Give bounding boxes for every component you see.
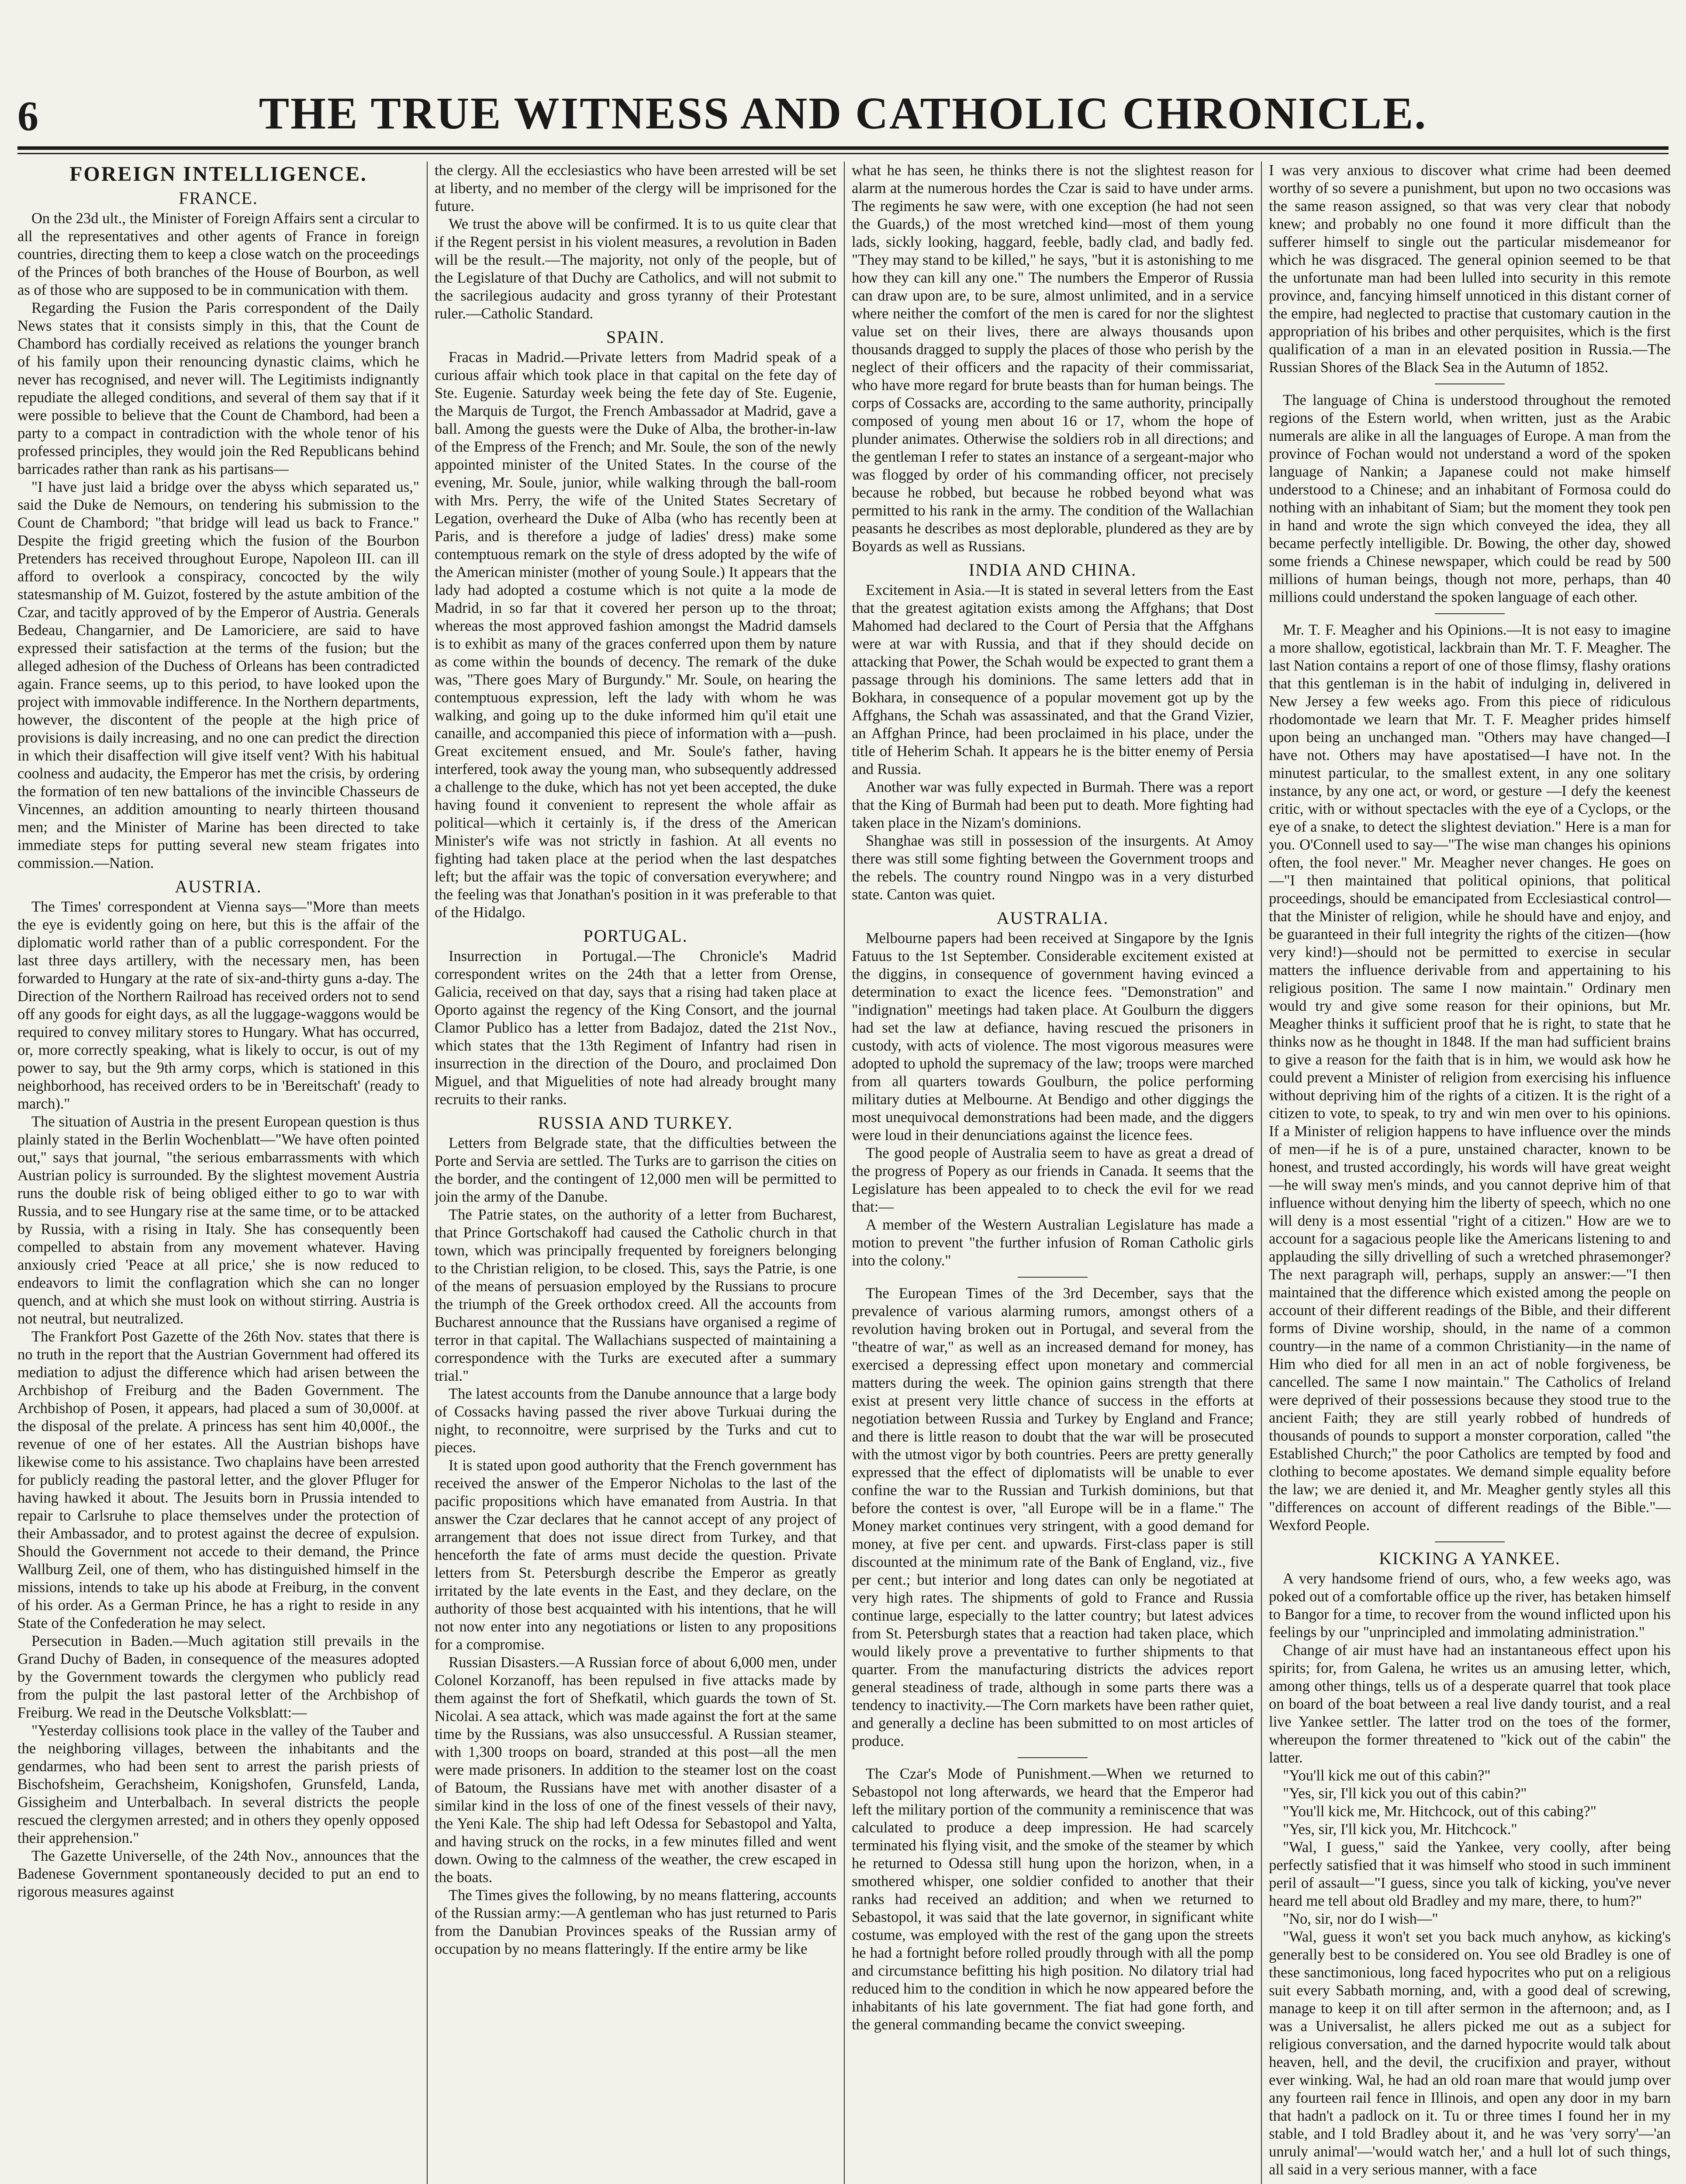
paragraph: The Times gives the following, by no means flattering, accounts of the Russian army:—A gentleman who has just returned to Paris from the Danubian Provinces speaks of the Russian army of occupation by no means flatteringly. If the entire army be like — [435, 1887, 836, 1957]
paragraph: The Czar's Mode of Punishment.—When we returned to Sebastopol not long afterwards, we heard that the Emperor had left the military portion of the community a reminiscence that was calculated to produce a deep impression. He had scarcely terminated his flying visit, and the smoke of the steamer by which he returned to Odessa still hung upon the horizon, when, in a smothered whisper, one soldier confided to another that their ranks had received an addition; and when we returned to Sebastopol, it was said that the late governor, in significant white costume, was employed with the rest of the gang upon the streets he had a fortnight before rolled proudly through with all the pomp and circumstance befitting his high position. No dilatory trial had reduced him to the condition in which he now appeared before the inhabitants of his late government. The fiat had gone forth, and the general commanding became the convict sweeping. — [852, 1766, 1254, 2033]
paragraph: A very handsome friend of ours, who, a few weeks ago, was poked out of a comfortable office up the river, has betaken himself to Bangor for a time, to recover from the wound inflicted upon his feelings by our "unprincipled and immolating administration." — [1269, 1570, 1671, 1641]
paragraph: Excitement in Asia.—It is stated in several letters from the East that the greatest agitation exists among the Affghans; that Dost Mahomed had declared to the Court of Persia that the Affghans were at war with Russia, and that if they should decide on attacking that Power, the Schah would be expected to grant them a passage through his dominions. The same letters add that in Bokhara, in consequence of a popular movement got up by the Affghans, the Schah was assassinated, and that the Grand Vizier, an Affghan Prince, had been proclaimed in his place, under the title of Heherim Schah. It appears he is the bitter enemy of Persia and Russia. — [852, 582, 1254, 778]
paragraph: A member of the Western Australian Legislature has made a motion to prevent "the further infusion of Roman Catholic girls into the colony." — [852, 1216, 1254, 1269]
paragraph: We trust the above will be confirmed. It is to us quite clear that if the Regent persist in his violent measures, a revolution in Baden will be the result.—The majority, not only of the people, but of the Legislature of that Duchy are Catholics, and will not submit to the sacrilegious audacity and gross tyranny of their Protestant ruler.—Catholic Standard. — [435, 216, 836, 322]
paragraph: The European Times of the 3rd December, says that the prevalence of various alarming rumors, amongst others of a revolution having broken out in Portugal, and several from the "theatre of war," as well as an increased demand for money, has exercised a depressing effect upon monetary and commercial matters during the week. The opinion gains strength that there exist at present very little chance of success in the efforts at negotiation between Russia and Turkey by England and France; and there is little reason to doubt that the war will be prosecuted with the utmost vigor by both countries. Peers are pretty generally expressed that the effect of diplomatists will be unable to ever confine the war to the Russian and Turkish dominions, but that before the contest is over, "all Europe will be in a flame." The Money market continues very stringent, with a good demand for money, at five per cent. and upwards. First-class paper is still discounted at the minimum rate of the Bank of England, viz., five per cent.; but interior and long dates can only be negotiated at very high rates. The shipments of gold to France and Russia continue large, especially to the latter country; but latest advices from St. Petersburgh states that a reaction had taken place, which would likely prove a preventative to further shipments to that quarter. From the manufacturing districts the advices report general steadiness of trade, although in some parts there was a tendency to inactivity.—The Corn markets have been rather quiet, and generally a decline has been submitted to on most articles of produce. — [852, 1285, 1254, 1749]
column-1 — [17, 162, 419, 2184]
heading-kicking-a-yankee: KICKING A YANKEE. — [1379, 1548, 1561, 1568]
separator-rule — [1435, 1541, 1505, 1542]
paragraph: On the 23d ult., the Minister of Foreign Affairs sent a circular to all the representatives and other agents of France in foreign countries, directing them to keep a close watch on the proceedings of the Princes of both branches of the House of Bourbon, as well as of those who are supposed to be in communication with them. — [17, 210, 419, 298]
heading-india-and-china: INDIA AND CHINA. — [968, 560, 1137, 580]
header-rule-thin — [17, 153, 1669, 154]
paragraph: "Yesterday collisions took place in the valley of the Tauber and the neighboring villages, between the inhabitants and the gendarmes, who had been sent to arrest the parish priests of Bischofsheim, Gerachsheim, Konigshofen, Grunsfeld, Landa, Gissigheim and Unterbalbach. In several districts the people rescued the clergymen arrested; and in others they openly opposed their apprehension." — [17, 1722, 419, 1846]
columns-area — [17, 162, 1669, 2184]
paragraph: "You'll kick me, Mr. Hitchcock, out of this cabing?" — [1283, 1803, 1596, 1820]
paragraph: "Wal, guess it won't set you back much anyhow, as kicking's generally best to be considered on. You see old Bradley is one of these sanctimonious, long faced hypocrites who put on a religious suit every Sabbath morning, and, with a good deal of screwing, manage to keep it on till after sermon in the afternoon; and, as I was a Universalist, he allers picked me out as a subject for religious conversation, and the darned hypocrite would talk about heaven, hell, and the devil, the crucifixion and prayer, without ever winking. Wal, he had an old roan mare that would jump over any fourteen rail fence in Illinois, and open any door in my barn that hadn't a padlock on it. Tu or three times I found her in my stable, and I told Bradley about it, and he was 'very sorry'—'an unruly animal'—'would watch her,' and a hull lot of such things, all said in a very serious manner, with a face — [1269, 1928, 1671, 2178]
separator-rule — [1435, 613, 1505, 614]
paragraph: "You'll kick me out of this cabin?" — [1283, 1767, 1491, 1784]
paragraph: Shanghae was still in possession of the insurgents. At Amoy there was still some fighting between the Government troops and the rebels. The country round Ningpo was in a very disturbed state. Canton was quiet. — [852, 833, 1254, 903]
paragraph: Insurrection in Portugal.—The Chronicle's Madrid correspondent writes on the 24th that a letter from Orense, Galicia, received on that day, says that a rising had taken place at Oporto against the regency of the King Consort, and the journal Clamor Publico has a letter from Badajoz, dated the 21st Nov., which states that the 13th Regiment of Infantry had risen in insurrection in the direction of the Douro, and proclaimed Don Miguel, and that Miguelities of note had already brought many recruits to their ranks. — [435, 948, 836, 1108]
header-rule-thick — [17, 146, 1669, 150]
heading-austria: AUSTRIA. — [175, 877, 262, 896]
heading-spain: SPAIN. — [606, 327, 665, 347]
paragraph: Letters from Belgrade state, that the difficulties between the Porte and Servia are settled. The Turks are to garrison the cities on the border, and the contingent of 12,000 men will be permitted to join the army of the Danube. — [435, 1135, 836, 1205]
paragraph: "Yes, sir, I'll kick you, Mr. Hitchcock." — [1283, 1821, 1517, 1838]
paragraph: The Patrie states, on the authority of a letter from Bucharest, that Prince Gortschakoff had caused the Catholic church in that town, which was principally frequented by foreigners belonging to the Christian religion, to be closed. This, says the Patrie, is one of the means of persuasion employed by the Russians to procure the triumph of the Greek orthodox creed. All the accounts from Bucharest announce that the Russians have organised a regime of terror in that capital. The Wallachians suspected of maintaining a correspondence with the Turks are executed after a summary trial." — [435, 1206, 836, 1384]
paragraph: Another war was fully expected in Burmah. There was a report that the King of Burmah had been put to death. More fighting had taken place in the Nizam's dominions. — [852, 779, 1254, 831]
paragraph: Melbourne papers had been received at Singapore by the Ignis Fatuus to the 1st September. Considerable excitement existed at the diggins, in consequence of government having evinced a determination to exact the licence fees. "Demonstration" and "indignation" meetings had taken place. At Goulburn the diggers had set the law at defiance, having rescued the prisoners in custody, with acts of violence. The most vigorous measures were adopted to uphold the supremacy of the law; troops were marched from all quarters towards Goulburn, the police performing military duties at Melbourne. At Bendigo and other diggings the most unequivocal demonstrations had been made, and the diggers were loud in their denunciations against the licence fees. — [852, 930, 1254, 1144]
paragraph: The situation of Austria in the present European question is thus plainly stated in the Berlin Wochenblatt—"We have often pointed out," says that journal, "the serious embarrassments with which Austrian policy is surrounded. By the slightest movement Austria runs the double risk of being obliged either to go to war with Russia, and to see Hungary rise at the same time, or to be attacked by Russia, with a rising in Italy. She has consequently been compelled to abstain from any movement whatever. Having anxiously cried 'Peace at all price,' she is now reduced to endeavors to limit the conflagration which she can no longer quench, and at which she must look on without stirring. Austria is not neutral, but neutralized. — [17, 1113, 419, 1327]
masthead — [17, 87, 1669, 144]
paragraph: I was very anxious to discover what crime had been deemed worthy of so severe a punishment, but upon no two occasions was the same reason assigned, so that was very clear that nobody knew; and probably no one found it more difficult than the sufferer himself to single out the particular misdemeanor for which he was disgraced. The general opinion seemed to be that the unfortunate man had been lulled into security in this remote province, and, fancying himself unnoticed in this distant corner of the empire, had neglected to practise that customary caution in the appropriation of his bribes and other perquisites, which is the first qualification of a man in an elevated position in Russia.—The Russian Shores of the Black Sea in the Autumn of 1852. — [1269, 162, 1671, 376]
paragraph: The good people of Australia seem to have as great a dread of the progress of Popery as our friends in Canada. It seems that the Legislature has been appealed to to check the evil for we read that:— — [852, 1145, 1254, 1215]
heading-russia-and-turkey: RUSSIA AND TURKEY. — [538, 1113, 733, 1133]
paragraph: Regarding the Fusion the Paris correspondent of the Daily News states that it consists simply in this, that the Count de Chambord has cordially received as relations the younger branch of his family upon their renouncing dynastic claims, which he never has recognised, and never will. The Legitimists indignantly repudiate the alleged conditions, and several of them say that if it were possible to believe that the Count de Chambord, had been a party to a compact in contradiction with the whole tenor of his professed principles, they would join the Red Republicans behind barricades rather than rank as his partisans— — [17, 300, 419, 477]
column-3 — [852, 162, 1254, 2184]
paragraph: The Frankfort Post Gazette of the 26th Nov. states that there is no truth in the report that the Austrian Government had offered its mediation to adjust the difference which had arisen between the Archbishop of Freiburg and the Baden Government. The Archbishop of Posen, it appears, had placed a sum of 30,000f. at the disposal of the prelate. A princess has sent him 40,000f., the revenue of one of her estates. All the Austrian bishops have likewise come to his assistance. Two chaplains have been arrested for publicly reading the pastoral letter, and the glover Pfluger for having hawked it about. The Jesuits born in Prussia intended to repair to Carlsruhe to place themselves under the protection of their Ambassador, and to protest against the decree of expulsion. Should the Government not accede to their demand, the Prince Wallburg Zeil, one of them, who has distinguished himself in the missions, intends to take up his abode at Freiburg, in the convent of his order. As a German Prince, he has a right to reside in any State of the Confederation he may select. — [17, 1328, 419, 1631]
column-divider — [844, 162, 845, 2184]
paragraph: It is stated upon good authority that the French government has received the answer of the Emperor Nicholas to the last of the pacific propositions which have emanated from Austria. In that answer the Czar declares that he cannot accept of any project of arrangement that does not issue direct from Turkey, and that henceforth the fate of arms must decide the question. Private letters from St. Petersburgh describe the Emperor as greatly irritated by the late events in the East, and they declare, on the authority of those best acquainted with his intentions, that he will not now enter into any negotiations or listen to any propositions for a compromise. — [435, 1457, 836, 1653]
column-divider — [1261, 162, 1262, 2184]
paragraph: The latest accounts from the Danube announce that a large body of Cossacks having passed the river above Turkuai during the night, to reconnoitre, were surprised by the Turks and cut to pieces. — [435, 1386, 836, 1456]
paragraph: Fracas in Madrid.—Private letters from Madrid speak of a curious affair which took place in that capital on the fete day of Ste. Eugenie. Saturday week being the fete day of Ste. Eugenie, the Marquis de Turgot, the French Ambassador at Madrid, gave a ball. Among the guests were the Duke of Alba, the brother-in-law of the Empress of the French; and Mr. Soule, the son of the newly appointed minister of the United States. In the course of the evening, Mr. Soule, junior, while walking through the ball-room with Mrs. Perry, the wife of the United States Secretary of Legation, overheard the Duke of Alba (who has recently been at Paris, and is therefore a judge of ladies' dress) make some contemptuous remark on the style of dress adopted by the wife of the American minister (mother of young Soule.) It appears that the lady had adopted a costume which is not quite a la mode de Madrid, in so far that it covered her person up to the throat; whereas the most approved fashion amongst the Madrid damsels is to exhibit as many of the graces conferred upon them by nature as come within the bounds of decency. The remark of the duke was, "There goes Mary of Burgundy." Mr. Soule, on hearing the contemptuous expression, left the lady with whom he was walking, and going up to the duke informed him qu'il etait une canaille, and accompanied this piece of information with a—push. Great excitement ensued, and Mr. Soule's father, having interfered, took away the young man, who subsequently addressed a challenge to the duke, which has not yet been accepted, the duke having found it convenient to represent the whole affair as political—which it certainly is, if the dress of the American Minister's wife was not strictly in fashion. At all events no fighting had taken place at the period when the last despatches left; but the affair was the topic of conversation everywhere; and the feeling was that Jonathan's position in it was preferable to that of the Hidalgo. — [435, 349, 836, 921]
column-2 — [435, 162, 836, 2184]
paragraph: "Yes, sir, I'll kick you out of this cabin?" — [1283, 1785, 1527, 1802]
section-heading-foreign-intelligence: FOREIGN INTELLIGENCE. — [69, 162, 367, 186]
column-divider — [427, 162, 428, 2184]
heading-france: FRANCE. — [179, 188, 258, 208]
paragraph: what he has seen, he thinks there is not the slightest reason for alarm at the numerous hordes the Czar is said to have under arms. The regiments he saw were, with one exception (he had not seen the Guards,) of the most wretched kind—most of them young lads, sickly looking, haggard, feeble, badly clad, and badly fed. "They may stand to be killed," he says, "but it is astonishing to me how they can kill any one." The numbers the Emperor of Russia can draw upon are, to be sure, almost unlimited, and in a service where neither the comfort of the men is cared for nor the slightest value set on their lives, there are always thousands upon thousands dragged to supply the places of those who perish by the neglect of their officers and the rapacity of their commissariat, who have more regard for brute beasts than for human beings. The corps of Cossacks are, according to the same authority, principally composed of young men about 16 or 17, whom the hope of plunder animates. Otherwise the soldiers rob in all directions; and the gentleman I refer to states an instance of a sergeant-major who was flogged by order of his commanding officer, not precisely because he robbed, but because he robbed beyond what was permitted to his rank in the army. The condition of the Wallachian peasants he describes as most deplorable, plundered as they are by Boyards as well as Russians. — [852, 162, 1254, 555]
column-4 — [1269, 162, 1671, 2184]
paragraph: The Times' correspondent at Vienna says—"More than meets the eye is evidently going on here, but this is the affair of the diplomatic world rather than of a public correspondent. For the last three days artillery, with the necessary men, has been forwarded to Hungary at the rate of six-and-thirty guns a-day. The Direction of the Northern Railroad has received orders not to send off any goods for eight days, as all the luggage-waggons would be required to convey military stores to Hungary. What has occurred, or, more correctly speaking, what is likely to occur, is out of my power to say, but the 9th army corps, which is stationed in this neighborhood, has received orders to be in 'Bereitschaft' (ready to march)." — [17, 898, 419, 1112]
paragraph: Change of air must have had an instantaneous effect upon his spirits; for, from Galena, he writes us an amusing letter, which, among other things, tells us of a desperate quarrel that took place on board of the boat between a real live dandy tourist, and a real live Yankee settler. The latter trod on the toes of the former, whereupon the former threatened to "kick out of the cabin" the latter. — [1269, 1642, 1671, 1766]
paragraph: Russian Disasters.—A Russian force of about 6,000 men, under Colonel Korzanoff, has been repulsed in five attacks made by them against the fort of Shefkatil, which guards the town of St. Nicolai. A sea attack, which was made against the fort at the same time by the Russians, was also unsuccessful. A Russian steamer, with 1,300 troops on board, stranded at this post—all the men were made prisoners. In addition to the steamer lost on the coast of Batoum, the Russians have met with another disaster of a similar kind in the loss of one of the finest vessels of their navy, the Yeni Kale. The ship had left Odessa for Sebastopol and Yalta, and having struck on the rocks, in a few minutes filled and went down. Owing to the calmness of the weather, the crew escaped in the boats. — [435, 1654, 836, 1886]
paragraph: the clergy. All the ecclesiastics who have been arrested will be set at liberty, and no member of the clergy will be imprisoned for the future. — [435, 162, 836, 214]
separator-rule — [1018, 1277, 1088, 1278]
paragraph: The language of China is understood throughout the remoted regions of the Estern world, when written, just as the Arabic numerals are alike in all the languages of Europe. A man from the province of Fochan would not understand a word of the spoken language of Nankin; a Japanese could not make himself understood to a Chinese; and an inhabitant of Formosa could do nothing with an inhabitant of Siam; but the moment they took pen in hand and wrote the sign which conveyed the idea, they all became perfectly intelligible. Dr. Bowing, the other day, showed some friends a Chinese newspaper, which could be read by 500 millions of human beings, though not more, perhaps, than 40 millions could understand the spoken language of each other. — [1269, 392, 1671, 605]
page-number: 6 — [17, 93, 38, 139]
heading-portugal: PORTUGAL. — [583, 926, 688, 946]
separator-rule — [1018, 1757, 1088, 1758]
paragraph: "No, sir, nor do I wish—" — [1283, 1911, 1438, 1927]
paragraph: Mr. T. F. Meagher and his Opinions.—It is not easy to imagine a more shallow, egotistical, lackbrain than Mr. T. F. Meagher. The last Nation contains a report of one of those flimsy, flashy orations that this gentleman is in the habit of indulging in, delivered in New Jersey a few weeks ago. From this piece of ridiculous rhodomontade we learn that Mr. T. F. Meagher prides himself upon being an unchanged man. "Others may have changed—I have not. Others may have apostatised—I have not. In the minutest particular, to the smallest extent, in any one solitary instance, by any one act, or word, or gesture —I defy the keenest critic, with or without spectacles with the eye of a Cyclops, or the eye of a snake, to detect the slightest deviation." Here is a man for you. O'Connell used to say—"The wise man changes his opinions often, the fool never." Mr. Meagher never changes. He goes on—"I then maintained that political opinions, that political proceedings, should be emancipated from Ecclesiastical control—that the Minister of religion, while he should have and enjoy, and be guaranteed in their full integrity the rights of the citizen—(how very kind!)—should not be permitted to exercise in secular matters the influence derivable from and appertaining to his religious position. The same I now maintain." Ordinary men would try and give some reason for their opinions, but Mr. Meagher thinks it sufficient proof that he is right, to state that he thinks now as he thought in 1848. If the man had sufficient brains to give a reason for the faith that is in him, we would ask how he could prevent a Minister of religion from exercising his influence without depriving him of the rights of a citizen. It is the right of a citizen to vote, to speak, to try and win men over to his opinions. If a Minister of religion happens to have influence over the minds of men—if he is of a pure, unstained character, known to be honest, and trusted accordingly, his words will have great weight—he will sway men's minds, and you cannot deprive him of that influence without denying him the liberty of speech, which no one will deny is a most essential "right of a citizen." How are we to account for a sagacious people like the Americans listening to and applauding the silly drivelling of such a wretched phrasemonger? The next paragraph will, perhaps, supply an answer:—"I then maintained that the difference which existed among the people on account of their different readings of the Bible, and their different forms of Divine worship, should, in the name of a common country—in the name of a common Christianity—in the name of Him who died for all men in an act of noble forgiveness, be cancelled. The same I now maintain." The Catholics of Ireland were deprived of their possessions because they stood true to the ancient Faith; they are still yearly robbed of hundreds of thousands of pounds to support a monster corporation, called "the Established Church;" the poor Catholics are tempted by food and clothing to become apostates. We demand simple equality before the law; we are denied it, and Mr. Meagher gently styles all this "differences on account of different readings of the Bible."—Wexford People. — [1269, 622, 1671, 1534]
heading-australia: AUSTRALIA. — [996, 908, 1109, 928]
paragraph: "Wal, I guess," said the Yankee, very coolly, after being perfectly satisfied that it was himself who stood in such imminent peril of assault—"I guess, since you talk of kicking, you've never heard me tell about old Bradley and my mare, there, to hum?" — [1269, 1839, 1671, 1909]
newspaper-title: THE TRUE WITNESS AND CATHOLIC CHRONICLE. — [259, 88, 1427, 138]
paragraph: Persecution in Baden.—Much agitation still prevails in the Grand Duchy of Baden, in consequence of the measures adopted by the Government towards the clergymen who publicly read from the pulpit the last pastoral letter of the Archbishop of Freiburg. We read in the Deutsche Volksblatt:— — [17, 1633, 419, 1721]
paragraph: The Gazette Universelle, of the 24th Nov., announces that the Badenese Government spontaneously decided to put an end to rigorous measures against — [17, 1848, 419, 1900]
paragraph: "I have just laid a bridge over the abyss which separated us," said the Duke de Nemours, on tendering his submission to the Count de Chambord; "that bridge will lead us back to France." Despite the frigid greeting which the fusion of the Bourbon Pretenders has received throughout Europe, Napoleon III. can ill afford to overlook a conspiracy, concocted by the wily statesmanship of M. Guizot, fostered by the astute ambition of the Czar, and tacitly approved of by the Emperor of Austria. Generals Bedeau, Changarnier, and De Lamoriciere, are said to have expressed their satisfaction at the terms of the fusion; but the alleged adhesion of the Duchess of Orleans has been contradicted again. France seems, up to this period, to have looked upon the project with immovable indifference. In the Northern departments, however, the discontent of the people at the high price of provisions is daily increasing, and no one can predict the direction in which their disaffection will give itself vent? With his habitual coolness and audacity, the Emperor has met the crisis, by ordering the formation of ten new battalions of the invincible Chasseurs de Vincennes, an addition amounting to nearly thirteen thousand men; and the Minister of Marine has been directed to take immediate steps for putting several new steam frigates into commission.—Nation. — [17, 479, 419, 871]
